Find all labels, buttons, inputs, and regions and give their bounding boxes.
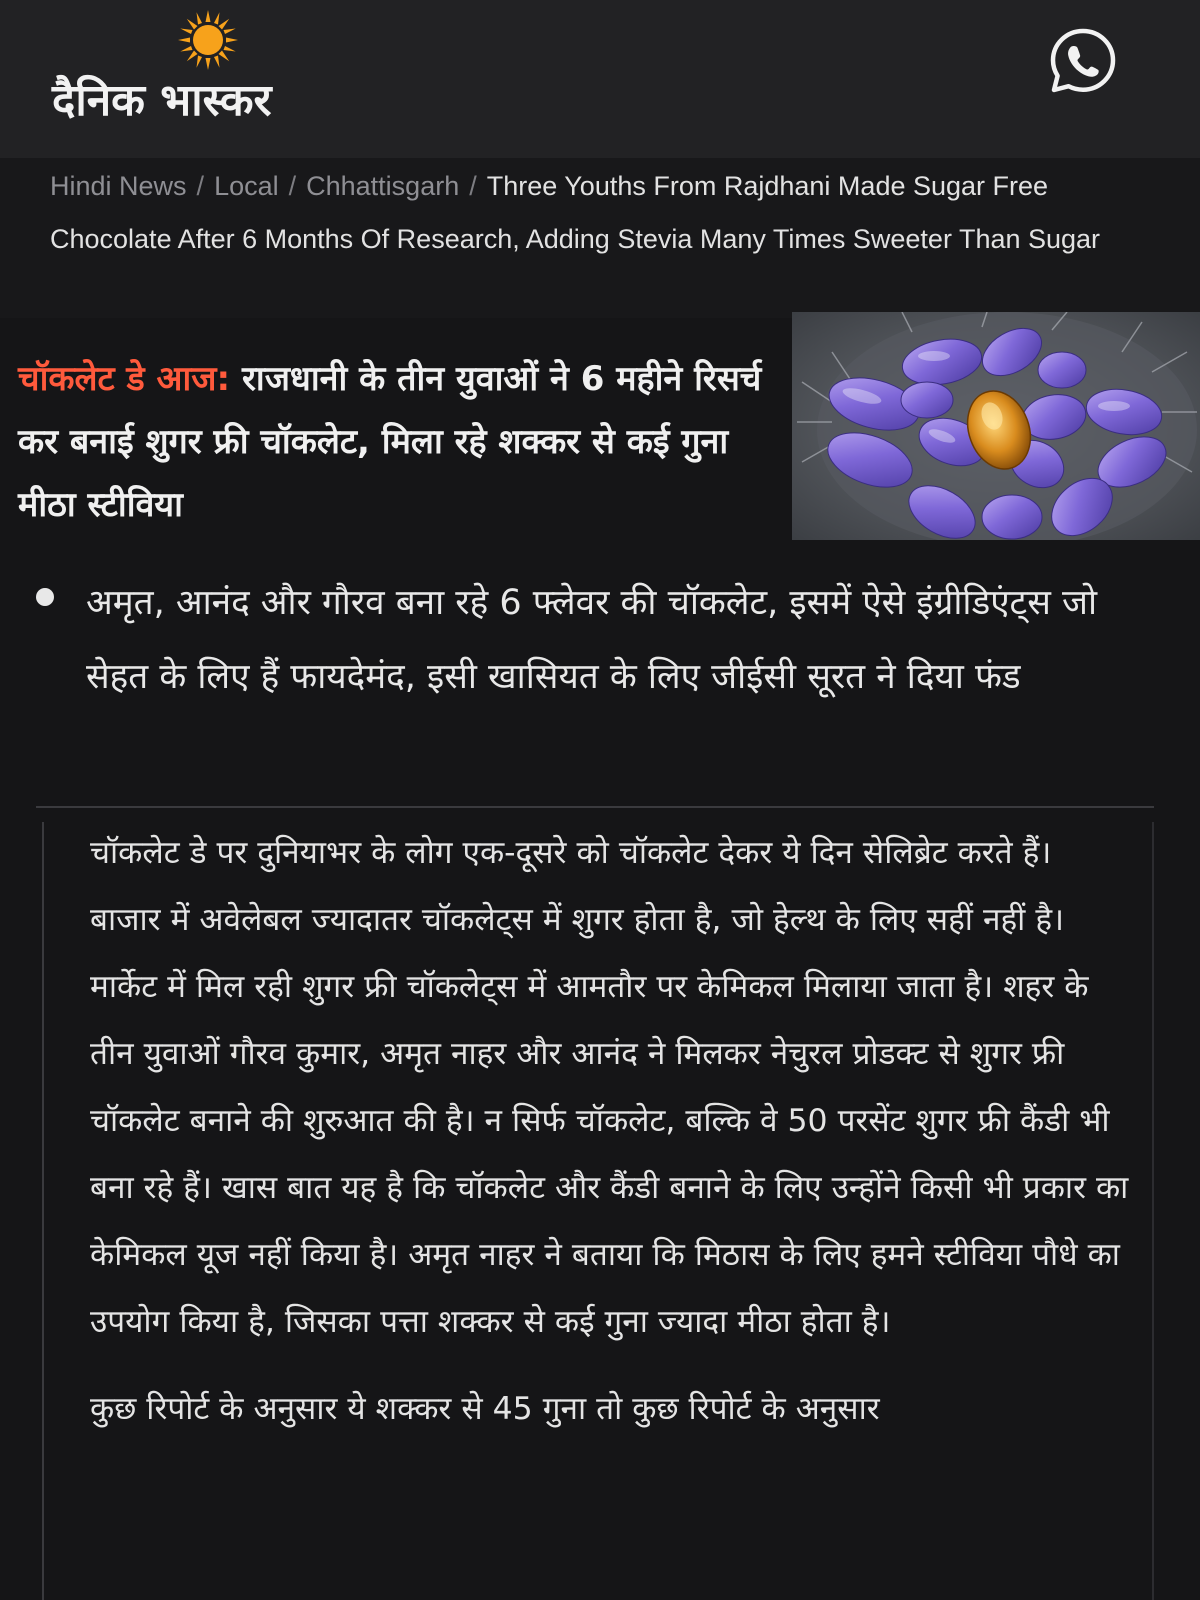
breadcrumb xyxy=(50,160,1160,266)
section-divider xyxy=(36,806,1154,808)
article-headline xyxy=(18,348,788,537)
sun-logo-icon xyxy=(176,8,240,72)
headline-kicker: चॉकलेट डे आज: xyxy=(18,359,231,399)
article-paragraph: चॉकलेट डे पर दुनियाभर के लोग एक-दूसरे को चॉकलेट देकर ये दिन सेलिब्रेट करते हैं। बाजार में अवेलेबल ज्यादातर चॉकलेट्स में शुगर होता है, जो हेल्थ के लिए सहीं नहीं है। मार्केट में मिल रही शुगर फ्री चॉकलेट्स में आमतौर पर केमिकल मिलाया जाता है। शहर के तीन युवाओं गौरव कुमार, अमृत नाहर और आनंद ने मिलकर नेचुरल प्रोडक्ट से शुगर फ्री चॉकलेट बनाने की शुरुआत की है। न सिर्फ चॉकलेट, बल्कि वे 50 परसेंट शुगर फ्री कैंडी भी बना रहे हैं। खास बात यह है कि चॉकलेट और कैंडी बनाने के लिए उन्होंने किसी भी प्रकार का केमिकल यूज नहीं किया है। अमृत नाहर ने बताया कि मिठास के लिए हमने स्टीविया पौधे का उपयोग किया है, जिसका पत्ता शक्कर से कई गुना ज्यादा मीठा होता है। xyxy=(90,835,1129,1340)
breadcrumb-current: Three Youths From Rajdhani Made Sugar Free Chocolate After 6 Months Of Research, Adding Stevia Many Times Sweeter Than Sugar xyxy=(50,171,1101,254)
article-paragraph: कुछ रिपोर्ट के अनुसार ये शक्कर से 45 गुना तो कुछ रिपोर्ट के अनुसार xyxy=(90,1391,880,1427)
breadcrumb-separator: / xyxy=(469,171,477,201)
breadcrumb-link-chhattisgarh[interactable]: Chhattisgarh xyxy=(306,171,460,201)
article-body xyxy=(90,820,1130,1463)
highlight-text: अमृत, आनंद और गौरव बना रहे 6 फ्लेवर की चॉकलेट, इसमें ऐसे इंग्रीडिएंट्स जो सेहत के लिए हैं फायदेमंद, इसी खासियत के लिए जीईसी सूरत ने दिया फंड xyxy=(86,583,1098,697)
breadcrumb-link-local[interactable]: Local xyxy=(214,171,279,201)
bullet-icon xyxy=(36,588,54,606)
chocolates-photo[interactable] xyxy=(792,312,1200,540)
whatsapp-icon[interactable] xyxy=(1048,26,1118,96)
breadcrumb-link-hindi-news[interactable]: Hindi News xyxy=(50,171,187,201)
headline-title: राजधानी के तीन युवाओं ने 6 महीने रिसर्च कर बनाई शुगर फ्री चॉकलेट, मिला रहे शक्कर से कई गुना मीठा स्टीविया xyxy=(18,359,762,525)
logo-text: दैनिक भास्कर xyxy=(52,75,272,126)
breadcrumb-separator: / xyxy=(288,171,297,201)
site-logo[interactable] xyxy=(52,6,372,126)
site-header xyxy=(0,0,1200,158)
breadcrumb-separator: / xyxy=(196,171,205,201)
